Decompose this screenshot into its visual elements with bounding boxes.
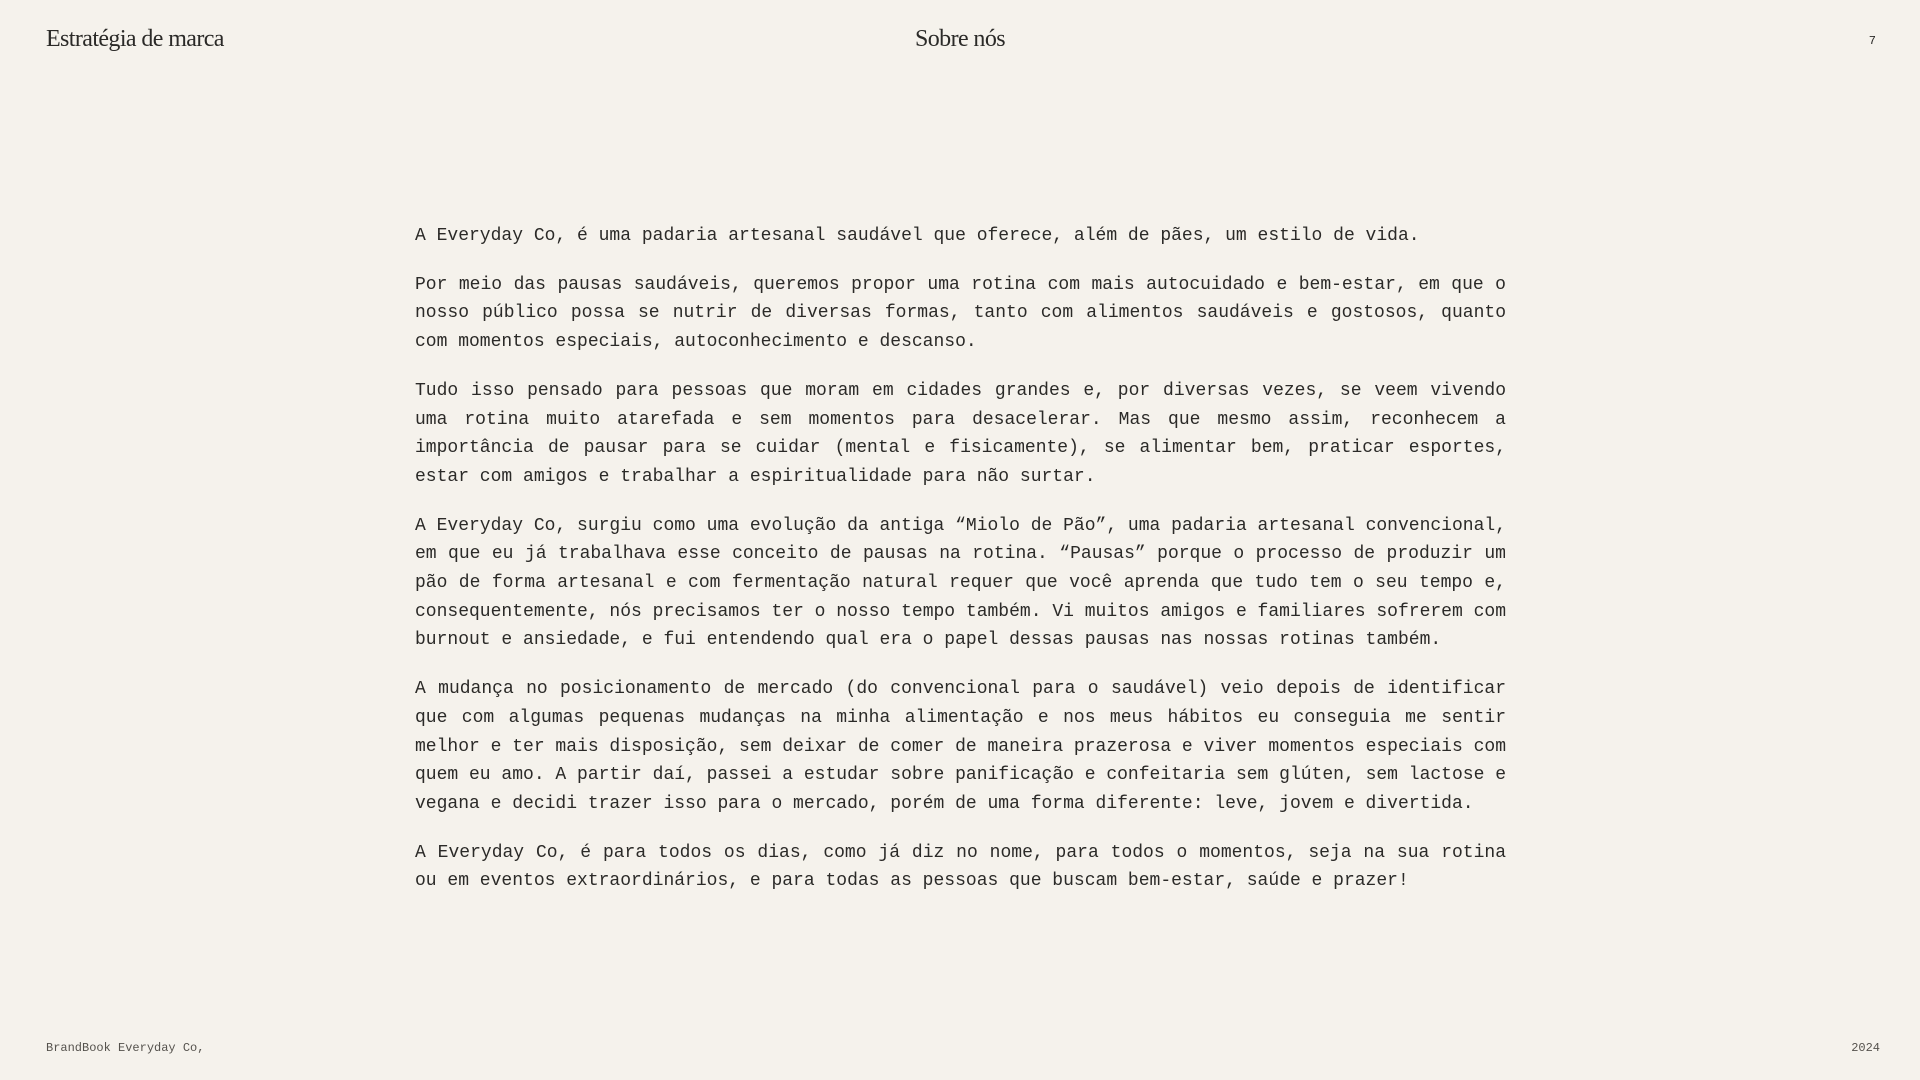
brand-strategy-title: Estratégia de marca	[46, 26, 224, 52]
paragraph-audience: Tudo isso pensado para pessoas que moram em cidades grandes e, por diversas vezes, se veem vivendo uma rotina muito atarefada e sem momentos para desacelerar. Mas que mesmo assim, reconhecem a importância de pausar para se cuidar (mental e fisicamente), se alimentar bem, praticar esportes, estar com amigos e trabalhar a espiritualidade para não surtar.	[415, 380, 1506, 487]
footer-brandbook-label: BrandBook Everyday Co,	[46, 1041, 205, 1055]
paragraph-market-positioning: A mudança no posicionamento de mercado (do convencional para o saudável) veio depois de identificar que com algumas pequenas mudanças na minha alimentação e nos meus hábitos eu conseguia me sentir melhor e ter mais disposição, sem deixar de comer de maneira prazerosa e viver momentos especiais com quem eu amo. A partir daí, passei a estudar sobre panificação e confeitaria sem glúten, sem lactose e vegana e decidi trazer isso para o mercado, porém de uma forma diferente: leve, jovem e divertida.	[415, 679, 1506, 814]
page-title: Sobre nós	[915, 26, 1005, 52]
about-text-block	[415, 222, 1506, 896]
paragraph-closing: A Everyday Co, é para todos os dias, como já diz no nome, para todos o momentos, seja na sua rotina ou em eventos extraordinários, e para todas as pessoas que buscam bem-estar, saúde e prazer!	[415, 842, 1506, 892]
page-number: 7	[1868, 34, 1876, 48]
paragraph-healthy-pauses: Por meio das pausas saudáveis, queremos propor uma rotina com mais autocuidado e bem-estar, em que o nosso público possa se nutrir de diversas formas, tanto com alimentos saudáveis e gostosos, quanto com momentos especiais, autoconhecimento e descanso.	[415, 274, 1506, 353]
footer-year: 2024	[1851, 1041, 1880, 1055]
paragraph-intro: A Everyday Co, é uma padaria artesanal saudável que oferece, além de pães, um estilo de vida.	[415, 226, 1420, 246]
paragraph-origin: A Everyday Co, surgiu como uma evolução da antiga “Miolo de Pão”, uma padaria artesanal convencional, em que eu já trabalhava esse conceito de pausas na rotina. “Pausas” porque o processo de produzir um pão de forma artesanal e com fermentação natural requer que você aprenda que tudo tem o seu tempo e, consequentemente, nós precisamos ter o nosso tempo também. Vi muitos amigos e familiares sofrerem com burnout e ansiedade, e fui entendendo qual era o papel dessas pausas nas nossas rotinas também.	[415, 515, 1506, 651]
